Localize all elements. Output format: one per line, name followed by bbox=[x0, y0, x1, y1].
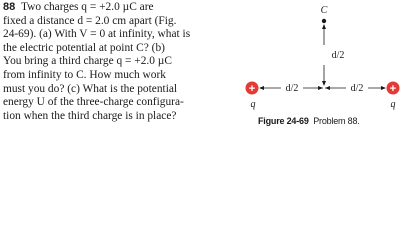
charge-diagram bbox=[243, 0, 405, 157]
problem-text-line: from infinity to C. How much work bbox=[3, 68, 166, 81]
right-charge-label: q bbox=[390, 99, 396, 110]
arrow-left-icon bbox=[259, 86, 264, 90]
problem-text-line: the electric potential at point C? (b) bbox=[3, 41, 165, 54]
point-c-label: C bbox=[320, 5, 328, 16]
problem-text-line: fixed a distance d = 2.0 cm apart (Fig. bbox=[3, 14, 177, 27]
plus-sign-icon: + bbox=[389, 83, 397, 95]
problem-text bbox=[3, 1, 241, 123]
arrow-right-icon bbox=[381, 86, 386, 90]
vertical-distance-label: d/2 bbox=[331, 50, 345, 61]
problem-line-1 bbox=[3, 1, 241, 15]
arrow-down-icon bbox=[322, 81, 326, 86]
problem-text-line: must you do? (c) What is the potential bbox=[3, 82, 178, 95]
point-c-dot bbox=[322, 19, 326, 23]
figure-caption-text: Problem 88. bbox=[313, 116, 360, 126]
problem-number: 88 bbox=[3, 1, 16, 13]
right-distance-label: d/2 bbox=[350, 83, 364, 94]
problem-text-line: tion when the third charge is in place? bbox=[3, 109, 177, 122]
problem-text-line: 24-69). (a) With V = 0 at infinity, what is bbox=[3, 28, 191, 41]
left-charge-label: q bbox=[250, 99, 256, 110]
problem-text-line: energy U of the three-charge configura- bbox=[3, 96, 184, 109]
arrow-up-icon bbox=[322, 24, 326, 29]
problem-text-line: You bring a third charge q = +2.0 µC bbox=[3, 55, 172, 68]
charge-diagram-svg bbox=[243, 0, 405, 157]
arrow-right-icon bbox=[318, 86, 323, 90]
problem-text-line: Two charges q = +2.0 µC are bbox=[20, 1, 154, 13]
left-distance-label: d/2 bbox=[285, 83, 299, 94]
figure-caption-label: Figure 24-69 bbox=[258, 116, 309, 126]
plus-sign-icon: + bbox=[248, 83, 256, 95]
arrow-left-icon bbox=[325, 86, 330, 90]
figure-caption bbox=[258, 116, 405, 126]
